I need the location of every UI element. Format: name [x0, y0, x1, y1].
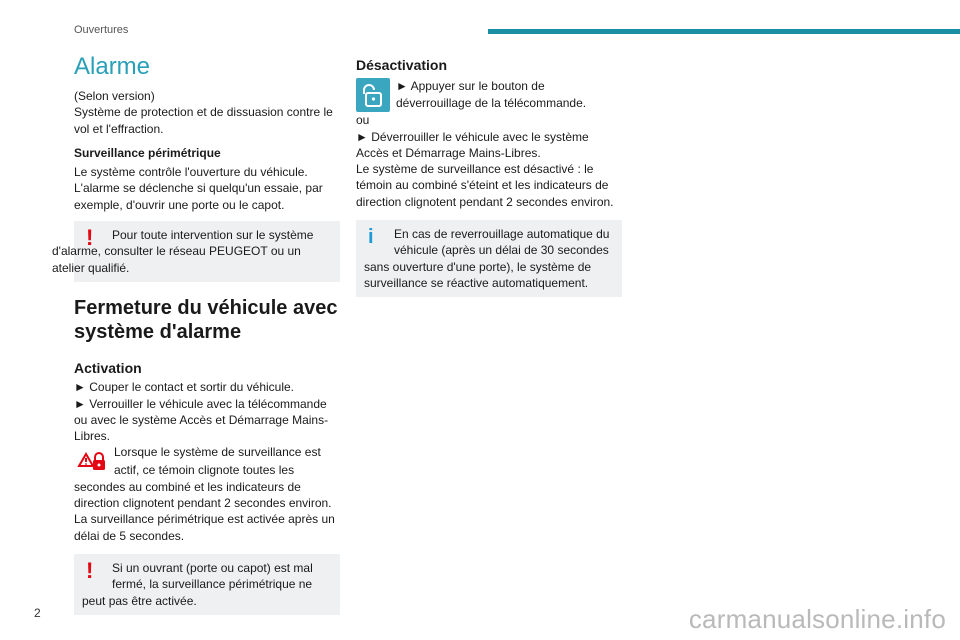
- warning-note-rest: d'alarme, consulter le réseau PEUGEOT ou un atelier qualifié.: [52, 244, 301, 275]
- arrow-bullet-icon: ►: [74, 396, 86, 411]
- info-icon: i: [368, 226, 374, 249]
- warning-note-2-rest: fermé, la surveillance périmétrique ne peut pas être activée.: [82, 577, 313, 608]
- alarm-lamp-lead: Lorsque le système de surveillance est: [114, 445, 321, 460]
- warning-note-opening: [74, 554, 340, 615]
- activation-step-2: [74, 396, 340, 445]
- activation-heading: Activation: [74, 359, 142, 376]
- or-separator: ou: [356, 113, 370, 128]
- remote-unlock-row: [356, 78, 622, 112]
- alarm-lock-icon: [74, 444, 108, 478]
- page-number: 2: [34, 606, 41, 620]
- activation-step-1: [74, 379, 340, 395]
- right-column: [356, 52, 622, 305]
- arrow-bullet-icon: ►: [396, 79, 408, 94]
- intro-line-version: (Selon version): [74, 89, 155, 103]
- left-column: [52, 52, 340, 623]
- info-note-relock: [356, 220, 622, 297]
- closing-heading: Fermeture du véhicule avec système d'alarme: [74, 296, 338, 343]
- remote-unlock-text: Appuyer sur le bouton de déverrouillage de la télécommande.: [396, 79, 587, 110]
- warning-note-service: [52, 221, 340, 282]
- activation-delay-text: La surveillance périmétrique est activée après un délai de 5 secondes.: [74, 512, 335, 543]
- unlock-padlock-icon: [356, 78, 390, 112]
- deactivated-text: Le système de surveillance est désactivé : le témoin au combiné s'éteint et les indicateurs de direction clignotent pendant 2 secondes environ.: [356, 162, 614, 209]
- activation-step-1-text: Couper le contact et sortir du véhicule.: [89, 380, 295, 395]
- info-note-lead: En cas de reverrouillage automatique du: [394, 227, 610, 242]
- activation-step-2-text: Verrouiller le véhicule avec la télécommande ou avec le système Accès et Démarrage Mains-Libres.: [74, 396, 329, 444]
- keyless-unlock-text: Déverrouiller le véhicule avec le système Accès et Démarrage Mains-Libres.: [356, 129, 589, 160]
- arrow-bullet-icon: ►: [356, 129, 368, 144]
- header-accent-bar: [488, 29, 960, 34]
- intro-line-description: Système de protection et de dissuasion contre le vol et l'effraction.: [74, 105, 333, 136]
- deactivation-heading: Désactivation: [356, 57, 448, 73]
- section-header-label: Ouvertures: [74, 24, 129, 36]
- exclamation-icon: !: [86, 557, 94, 583]
- arrow-bullet-icon: ►: [74, 380, 86, 395]
- info-note-rest: véhicule (après un délai de 30 secondes sans ouverture d'une porte), le système de surveillance se réactive automatiquement.: [364, 243, 609, 290]
- remote-unlock-step: [356, 78, 622, 111]
- warning-note-2-lead: Si un ouvrant (porte ou capot) est mal: [112, 560, 313, 575]
- exclamation-icon: !: [86, 225, 94, 251]
- keyless-unlock-step: [356, 129, 622, 162]
- perimeter-text: Le système contrôle l'ouverture du véhicule. L'alarme se déclenche si quelqu'un essaie, par exemple, d'ouvrir une porte ou le capot.: [74, 165, 323, 212]
- perimeter-heading: Surveillance périmétrique: [74, 145, 221, 160]
- watermark: carmanualsonline.info: [688, 604, 946, 634]
- alarm-lamp-rest: actif, ce témoin clignote toutes les secondes au combiné et les indicateurs de direction clignotent pendant 2 secondes environ.: [74, 463, 332, 511]
- page-title: Alarme: [74, 53, 151, 80]
- warning-note-lead: Pour toute intervention sur le système: [112, 228, 314, 243]
